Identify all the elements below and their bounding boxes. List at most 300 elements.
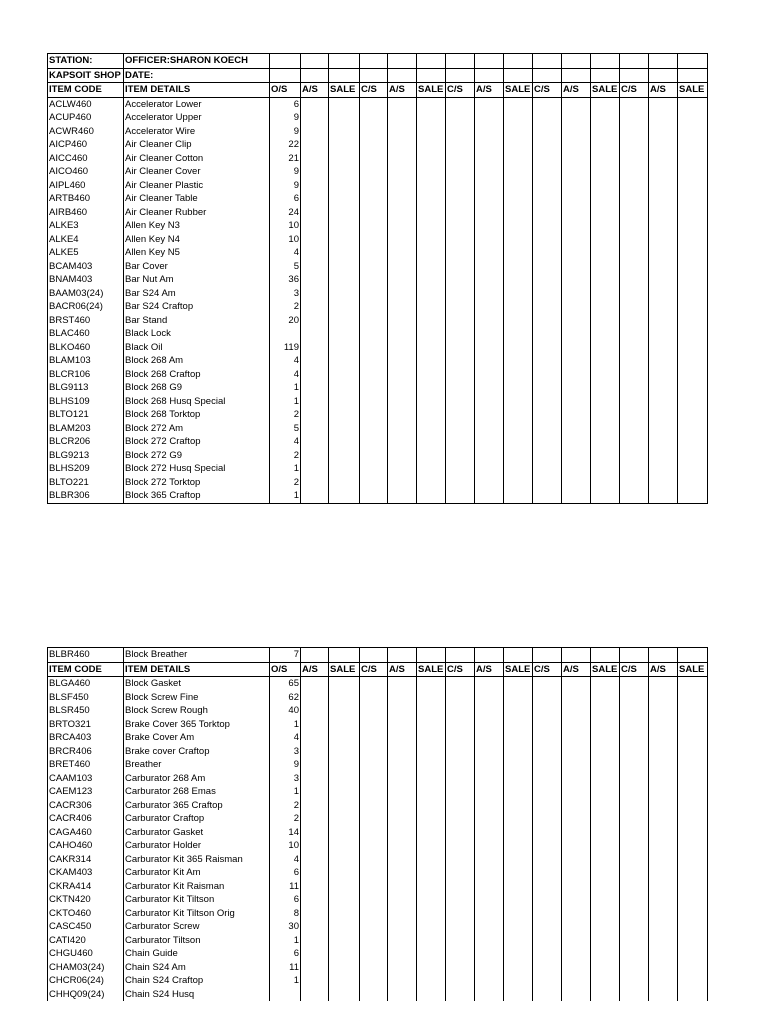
empty-cell (533, 648, 562, 663)
empty-cell (620, 489, 649, 503)
empty-cell (562, 880, 591, 894)
empty-cell (417, 880, 446, 894)
table-row (48, 785, 708, 799)
empty-cell (301, 449, 329, 463)
item-code-cell: BCAM403 (48, 260, 124, 274)
empty-cell (562, 812, 591, 826)
empty-cell (446, 785, 475, 799)
empty-cell (446, 287, 475, 301)
empty-cell (533, 435, 562, 449)
empty-cell (649, 111, 678, 125)
empty-cell (649, 489, 678, 503)
empty-cell (475, 772, 504, 786)
empty-cell (388, 381, 417, 395)
item-code-cell: BLCR106 (48, 368, 124, 382)
empty-cell (388, 54, 417, 69)
empty-cell (620, 152, 649, 166)
empty-cell (504, 97, 533, 111)
empty-cell (678, 489, 708, 503)
column-header: A/S (475, 662, 504, 677)
empty-cell (649, 219, 678, 233)
item-code-cell: ACUP460 (48, 111, 124, 125)
empty-cell (446, 907, 475, 921)
empty-cell (446, 772, 475, 786)
empty-cell (388, 704, 417, 718)
empty-cell (446, 799, 475, 813)
empty-cell (591, 489, 620, 503)
table-row (48, 704, 708, 718)
empty-cell (620, 907, 649, 921)
empty-cell (649, 125, 678, 139)
empty-cell (329, 961, 360, 975)
empty-cell (678, 691, 708, 705)
empty-cell (329, 354, 360, 368)
empty-cell (446, 988, 475, 1002)
item-details-cell: Air Cleaner Cover (124, 165, 270, 179)
empty-cell (475, 489, 504, 503)
empty-cell (360, 961, 388, 975)
empty-cell (329, 152, 360, 166)
empty-cell (388, 354, 417, 368)
empty-cell (329, 97, 360, 111)
item-details-cell: Block Screw Fine (124, 691, 270, 705)
empty-cell (417, 704, 446, 718)
empty-cell (504, 947, 533, 961)
empty-cell (475, 192, 504, 206)
empty-cell (446, 422, 475, 436)
item-code-cell: BRCR406 (48, 745, 124, 759)
empty-cell (620, 68, 649, 83)
empty-cell (562, 785, 591, 799)
item-code-cell: BLG9113 (48, 381, 124, 395)
table-row (48, 974, 708, 988)
empty-cell (360, 246, 388, 260)
item-code-cell: CAAM103 (48, 772, 124, 786)
empty-cell (649, 395, 678, 409)
item-details-cell: Block 272 Am (124, 422, 270, 436)
empty-cell (301, 327, 329, 341)
empty-cell (620, 691, 649, 705)
table-row (48, 138, 708, 152)
empty-cell (417, 893, 446, 907)
opening-stock-cell: 36 (270, 273, 301, 287)
column-header: ITEM DETAILS (124, 83, 270, 98)
empty-cell (533, 704, 562, 718)
empty-cell (678, 246, 708, 260)
item-code-cell: CASC450 (48, 920, 124, 934)
empty-cell (417, 287, 446, 301)
empty-cell (417, 341, 446, 355)
empty-cell (329, 138, 360, 152)
empty-cell (562, 300, 591, 314)
item-code-cell: BACR06(24) (48, 300, 124, 314)
empty-cell (620, 233, 649, 247)
empty-cell (388, 408, 417, 422)
empty-cell (620, 731, 649, 745)
empty-cell (360, 111, 388, 125)
empty-cell (329, 111, 360, 125)
empty-cell (620, 934, 649, 948)
empty-cell (504, 799, 533, 813)
empty-cell (446, 893, 475, 907)
table-row (48, 961, 708, 975)
table-row (48, 260, 708, 274)
empty-cell (329, 179, 360, 193)
empty-cell (533, 691, 562, 705)
column-header: SALE (504, 83, 533, 98)
item-code-cell: BRET460 (48, 758, 124, 772)
stock-sheet-page-2 (47, 647, 708, 1001)
empty-cell (591, 287, 620, 301)
empty-cell (388, 907, 417, 921)
empty-cell (562, 462, 591, 476)
empty-cell (329, 341, 360, 355)
empty-cell (591, 395, 620, 409)
empty-cell (417, 934, 446, 948)
opening-stock-cell: 14 (270, 826, 301, 840)
empty-cell (562, 893, 591, 907)
empty-cell (591, 152, 620, 166)
empty-cell (533, 677, 562, 691)
empty-cell (504, 395, 533, 409)
empty-cell (649, 449, 678, 463)
empty-cell (533, 246, 562, 260)
item-details-cell: Bar Stand (124, 314, 270, 328)
column-header: A/S (649, 83, 678, 98)
empty-cell (388, 287, 417, 301)
empty-cell (475, 152, 504, 166)
empty-cell (329, 893, 360, 907)
empty-cell (620, 893, 649, 907)
empty-cell (360, 314, 388, 328)
empty-cell (475, 893, 504, 907)
empty-cell (446, 219, 475, 233)
item-code-cell: BLSR450 (48, 704, 124, 718)
item-code-cell: CKTO460 (48, 907, 124, 921)
item-code-cell: AIRB460 (48, 206, 124, 220)
item-code-cell: ACWR460 (48, 125, 124, 139)
empty-cell (504, 893, 533, 907)
empty-cell (446, 206, 475, 220)
empty-cell (533, 125, 562, 139)
empty-cell (475, 111, 504, 125)
empty-cell (270, 54, 301, 69)
empty-cell (678, 826, 708, 840)
empty-cell (301, 920, 329, 934)
empty-cell (301, 260, 329, 274)
empty-cell (475, 866, 504, 880)
empty-cell (360, 812, 388, 826)
empty-cell (504, 179, 533, 193)
empty-cell (475, 260, 504, 274)
empty-cell (649, 273, 678, 287)
empty-cell (329, 192, 360, 206)
empty-cell (591, 920, 620, 934)
empty-cell (417, 947, 446, 961)
opening-stock-cell: 30 (270, 920, 301, 934)
table-row (48, 273, 708, 287)
empty-cell (620, 799, 649, 813)
empty-cell (475, 961, 504, 975)
empty-cell (417, 152, 446, 166)
empty-cell (649, 476, 678, 490)
empty-cell (446, 192, 475, 206)
empty-cell (620, 300, 649, 314)
table-row (48, 691, 708, 705)
empty-cell (504, 462, 533, 476)
empty-cell (417, 920, 446, 934)
empty-cell (504, 961, 533, 975)
empty-cell (301, 408, 329, 422)
opening-stock-cell: 6 (270, 893, 301, 907)
empty-cell (417, 54, 446, 69)
opening-stock-cell: 10 (270, 839, 301, 853)
empty-cell (562, 138, 591, 152)
empty-cell (417, 395, 446, 409)
station-row (48, 54, 708, 69)
item-details-cell: Carburator 365 Craftop (124, 799, 270, 813)
opening-stock-cell: 4 (270, 435, 301, 449)
empty-cell (301, 476, 329, 490)
empty-cell (678, 718, 708, 732)
empty-cell (591, 192, 620, 206)
empty-cell (329, 260, 360, 274)
opening-stock-cell: 62 (270, 691, 301, 705)
column-header: ITEM CODE (48, 83, 124, 98)
column-header: A/S (301, 83, 329, 98)
empty-cell (562, 839, 591, 853)
empty-cell (591, 273, 620, 287)
item-code-cell: ALKE3 (48, 219, 124, 233)
opening-stock-cell: 6 (270, 866, 301, 880)
empty-cell (504, 219, 533, 233)
empty-cell (475, 449, 504, 463)
item-code-cell: CKRA414 (48, 880, 124, 894)
empty-cell (388, 839, 417, 853)
empty-cell (388, 111, 417, 125)
shop-label: KAPSOIT SHOP (48, 68, 124, 83)
item-code-cell: AICP460 (48, 138, 124, 152)
empty-cell (301, 961, 329, 975)
empty-cell (649, 812, 678, 826)
empty-cell (533, 273, 562, 287)
empty-cell (504, 449, 533, 463)
empty-cell (620, 97, 649, 111)
empty-cell (388, 988, 417, 1002)
empty-cell (649, 165, 678, 179)
empty-cell (329, 476, 360, 490)
empty-cell (388, 462, 417, 476)
empty-cell (620, 408, 649, 422)
empty-cell (504, 422, 533, 436)
empty-cell (649, 677, 678, 691)
empty-cell (533, 476, 562, 490)
empty-cell (417, 745, 446, 759)
empty-cell (591, 54, 620, 69)
opening-stock-cell: 9 (270, 111, 301, 125)
empty-cell (475, 812, 504, 826)
empty-cell (504, 54, 533, 69)
empty-cell (417, 758, 446, 772)
empty-cell (417, 489, 446, 503)
empty-cell (417, 179, 446, 193)
empty-cell (475, 97, 504, 111)
empty-cell (301, 97, 329, 111)
table-row (48, 179, 708, 193)
item-code-cell: CAEM123 (48, 785, 124, 799)
column-header: O/S (270, 83, 301, 98)
empty-cell (533, 152, 562, 166)
empty-cell (562, 111, 591, 125)
item-code-cell: ACLW460 (48, 97, 124, 111)
opening-stock-cell: 1 (270, 462, 301, 476)
empty-cell (329, 812, 360, 826)
item-code-cell: BLHS109 (48, 395, 124, 409)
empty-cell (475, 826, 504, 840)
empty-cell (504, 125, 533, 139)
empty-cell (360, 731, 388, 745)
item-details-cell: Carburator Craftop (124, 812, 270, 826)
item-details-cell: Chain S24 Craftop (124, 974, 270, 988)
empty-cell (562, 648, 591, 663)
empty-cell (533, 165, 562, 179)
empty-cell (301, 648, 329, 663)
empty-cell (678, 799, 708, 813)
empty-cell (591, 799, 620, 813)
empty-cell (591, 988, 620, 1002)
empty-cell (417, 381, 446, 395)
empty-cell (649, 988, 678, 1002)
empty-cell (388, 435, 417, 449)
item-code-cell: ALKE5 (48, 246, 124, 260)
opening-stock-cell: 4 (270, 246, 301, 260)
empty-cell (475, 462, 504, 476)
empty-cell (678, 341, 708, 355)
empty-cell (649, 381, 678, 395)
empty-cell (533, 772, 562, 786)
empty-cell (301, 785, 329, 799)
empty-cell (620, 866, 649, 880)
table-row (48, 839, 708, 853)
empty-cell (446, 273, 475, 287)
empty-cell (329, 677, 360, 691)
item-details-cell: Accelerator Wire (124, 125, 270, 139)
empty-cell (360, 934, 388, 948)
empty-cell (533, 893, 562, 907)
empty-cell (649, 974, 678, 988)
empty-cell (678, 961, 708, 975)
empty-cell (329, 327, 360, 341)
empty-cell (388, 422, 417, 436)
opening-stock-cell: 2 (270, 449, 301, 463)
empty-cell (649, 314, 678, 328)
empty-cell (533, 974, 562, 988)
column-header-row (48, 662, 708, 677)
item-code-cell: BLSF450 (48, 691, 124, 705)
empty-cell (533, 718, 562, 732)
empty-cell (329, 988, 360, 1002)
column-header: SALE (417, 662, 446, 677)
empty-cell (678, 677, 708, 691)
item-code-cell: CAHO460 (48, 839, 124, 853)
empty-cell (301, 853, 329, 867)
empty-cell (562, 772, 591, 786)
empty-cell (620, 449, 649, 463)
empty-cell (678, 435, 708, 449)
opening-stock-cell: 3 (270, 745, 301, 759)
opening-stock-cell: 65 (270, 677, 301, 691)
empty-cell (504, 745, 533, 759)
empty-cell (446, 179, 475, 193)
empty-cell (360, 192, 388, 206)
empty-cell (475, 648, 504, 663)
empty-cell (620, 219, 649, 233)
empty-cell (360, 947, 388, 961)
empty-cell (360, 677, 388, 691)
empty-cell (562, 341, 591, 355)
empty-cell (649, 880, 678, 894)
table-row (48, 111, 708, 125)
empty-cell (649, 907, 678, 921)
empty-cell (562, 314, 591, 328)
empty-cell (475, 381, 504, 395)
empty-cell (533, 988, 562, 1002)
empty-cell (533, 462, 562, 476)
empty-cell (301, 731, 329, 745)
empty-cell (620, 812, 649, 826)
empty-cell (446, 489, 475, 503)
empty-cell (446, 165, 475, 179)
empty-cell (678, 785, 708, 799)
empty-cell (475, 691, 504, 705)
empty-cell (301, 111, 329, 125)
empty-cell (562, 988, 591, 1002)
column-header: SALE (329, 83, 360, 98)
empty-cell (360, 988, 388, 1002)
empty-cell (417, 462, 446, 476)
item-code-cell: CACR406 (48, 812, 124, 826)
item-code-cell: AIPL460 (48, 179, 124, 193)
column-header: SALE (329, 662, 360, 677)
empty-cell (649, 718, 678, 732)
empty-cell (446, 704, 475, 718)
item-details-cell: Air Cleaner Clip (124, 138, 270, 152)
item-details-cell: Allen Key N5 (124, 246, 270, 260)
empty-cell (678, 853, 708, 867)
empty-cell (301, 300, 329, 314)
empty-cell (360, 395, 388, 409)
item-details-cell: Accelerator Lower (124, 97, 270, 111)
column-header: C/S (446, 83, 475, 98)
empty-cell (504, 435, 533, 449)
empty-cell (475, 785, 504, 799)
table-row (48, 677, 708, 691)
empty-cell (329, 300, 360, 314)
column-header: SALE (504, 662, 533, 677)
empty-cell (446, 68, 475, 83)
empty-cell (446, 354, 475, 368)
empty-cell (649, 300, 678, 314)
empty-cell (417, 476, 446, 490)
empty-cell (301, 125, 329, 139)
empty-cell (504, 880, 533, 894)
empty-cell (533, 920, 562, 934)
empty-cell (329, 68, 360, 83)
empty-cell (533, 826, 562, 840)
empty-cell (649, 327, 678, 341)
empty-cell (591, 206, 620, 220)
empty-cell (678, 395, 708, 409)
